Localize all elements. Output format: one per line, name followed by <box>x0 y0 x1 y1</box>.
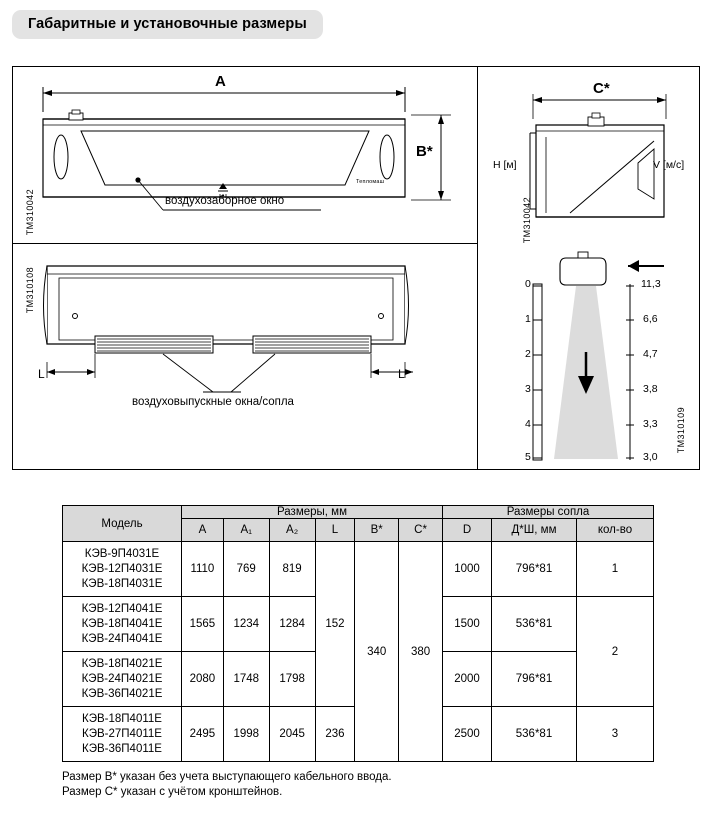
jet-diagram <box>478 244 700 470</box>
side-view-drawing <box>478 67 700 242</box>
jet-h-value-5: 5 <box>525 451 531 463</box>
drawing-code-front: TM310042 <box>25 189 35 236</box>
model-name: КЭВ-27П4011Е <box>82 727 162 740</box>
header-a: A <box>182 519 224 542</box>
model-name: КЭВ-36П4021Е <box>81 687 163 700</box>
value-a2: 1798 <box>269 652 315 707</box>
jet-h-axis-label: H [м] <box>493 159 517 171</box>
value-dsh: 796*81 <box>492 542 577 597</box>
value-c-shared: 380 <box>399 542 443 762</box>
model-name: КЭВ-12П4031Е <box>81 562 163 575</box>
value-b-shared: 340 <box>355 542 399 762</box>
callout-outlet-windows: воздуховыпускные окна/сопла <box>132 396 294 408</box>
model-name: КЭВ-18П4031Е <box>81 577 163 590</box>
value-a: 1565 <box>182 597 224 652</box>
jet-v-value-5: 3,0 <box>643 451 658 463</box>
value-dsh: 796*81 <box>492 652 577 707</box>
note-line-1: Размер B* указан без учета выступающего кабельного ввода. <box>62 771 392 783</box>
jet-v-value-3: 3,8 <box>643 383 658 395</box>
value-l: 236 <box>315 707 355 762</box>
value-a2: 2045 <box>269 707 315 762</box>
jet-h-value-3: 3 <box>525 383 531 395</box>
header-nozzle-group: Размеры сопла <box>443 506 654 519</box>
value-l-shared: 152 <box>315 542 355 707</box>
jet-h-value-0: 0 <box>525 278 531 290</box>
header-a1: A₁ <box>223 519 269 542</box>
dim-label-c: C* <box>593 80 610 97</box>
value-dsh: 536*81 <box>492 597 577 652</box>
header-sizes-group: Размеры, мм <box>182 506 443 519</box>
jet-h-value-2: 2 <box>525 348 531 360</box>
bottom-view-drawing <box>13 244 476 470</box>
header-model: Модель <box>63 506 182 542</box>
drawing-code-bottom: TM310108 <box>25 267 35 314</box>
value-a1: 1998 <box>223 707 269 762</box>
header-l: L <box>315 519 355 542</box>
jet-v-value-1: 6,6 <box>643 313 658 325</box>
jet-h-value-1: 1 <box>525 313 531 325</box>
value-a1: 1748 <box>223 652 269 707</box>
model-cell-group-3 <box>63 652 182 707</box>
dim-label-b: B* <box>416 143 433 160</box>
value-d: 2500 <box>443 707 492 762</box>
value-a: 1110 <box>182 542 224 597</box>
drawings-frame <box>12 66 700 470</box>
value-qty: 2 <box>577 597 654 707</box>
model-name: КЭВ-24П4021Е <box>81 672 163 685</box>
page-title: Габаритные и установочные размеры <box>12 10 323 39</box>
value-d: 1000 <box>443 542 492 597</box>
jet-v-value-0: 11,3 <box>641 278 661 290</box>
model-name: КЭВ-9П4031Е <box>84 547 160 560</box>
model-name: КЭВ-18П4011Е <box>82 712 162 725</box>
model-name: КЭВ-12П4041Е <box>81 602 163 615</box>
value-d: 2000 <box>443 652 492 707</box>
model-name: КЭВ-24П4041Е <box>81 632 163 645</box>
model-cell-group-1 <box>63 542 182 597</box>
jet-v-value-4: 3,3 <box>643 418 658 430</box>
model-name: КЭВ-18П4021Е <box>81 657 163 670</box>
value-a: 2080 <box>182 652 224 707</box>
model-cell-group-2 <box>63 597 182 652</box>
dim-label-l-right: L <box>398 367 405 381</box>
header-a2: A₂ <box>269 519 315 542</box>
dim-label-a: A <box>215 73 226 90</box>
specs-table-head <box>63 506 654 542</box>
header-c: C* <box>399 519 443 542</box>
front-view-drawing <box>13 67 476 242</box>
value-qty: 1 <box>577 542 654 597</box>
table-notes <box>62 770 392 800</box>
drawing-code-side: TM310042 <box>522 197 532 244</box>
jet-h-value-4: 4 <box>525 418 531 430</box>
callout-intake-window: воздухозаборное окно <box>165 195 285 207</box>
note-line-2: Размер C* указан с учётом кронштейнов. <box>62 786 283 798</box>
jet-v-axis-label: V [м/с] <box>653 159 685 171</box>
model-name: КЭВ-18П4041Е <box>81 617 163 630</box>
value-a: 2495 <box>182 707 224 762</box>
table-header-row-1 <box>63 506 654 519</box>
value-a2: 1284 <box>269 597 315 652</box>
dim-label-l-left: L <box>38 367 45 381</box>
header-d: D <box>443 519 492 542</box>
table-row <box>63 542 654 597</box>
drawing-code-jet: TM310109 <box>676 407 686 454</box>
specs-table-body <box>63 542 654 762</box>
model-name: КЭВ-36П4011Е <box>82 742 162 755</box>
value-a1: 769 <box>223 542 269 597</box>
value-a2: 819 <box>269 542 315 597</box>
model-cell-group-4 <box>63 707 182 762</box>
header-dsh: Д*Ш, мм <box>492 519 577 542</box>
value-qty: 3 <box>577 707 654 762</box>
value-a1: 1234 <box>223 597 269 652</box>
brand-mark: Тепломаш <box>356 179 385 185</box>
jet-v-value-2: 4,7 <box>643 348 658 360</box>
header-b: B* <box>355 519 399 542</box>
specs-table <box>62 505 654 762</box>
value-d: 1500 <box>443 597 492 652</box>
header-qty: кол-во <box>577 519 654 542</box>
value-dsh: 536*81 <box>492 707 577 762</box>
